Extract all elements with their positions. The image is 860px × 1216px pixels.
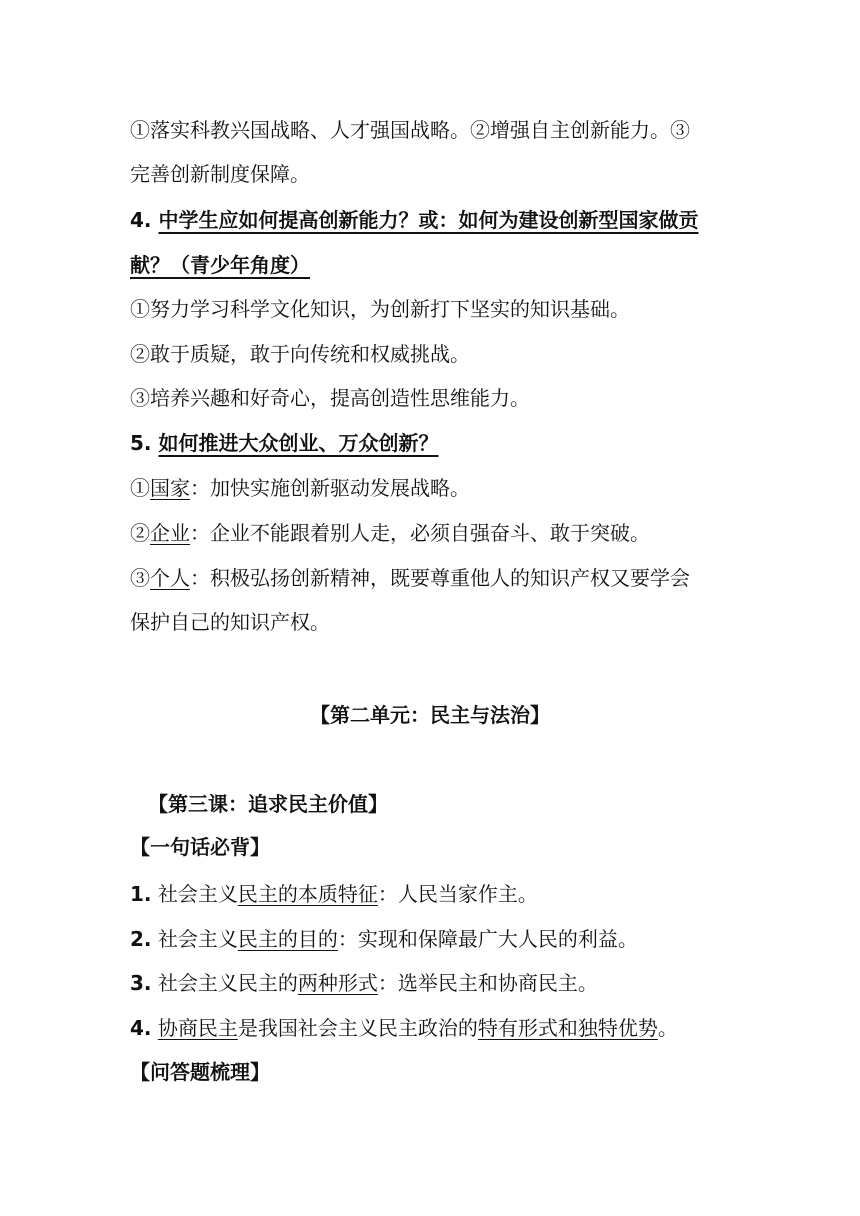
item-number: 1.	[130, 882, 152, 906]
must-recite-item-4	[130, 1014, 678, 1042]
item-keyword: 协商民主	[157, 1016, 238, 1040]
item-text: 社会主义	[157, 882, 238, 906]
item-text: ：人民当家作主。	[377, 882, 538, 906]
must-recite-item-3	[130, 969, 598, 997]
unit-title	[0, 701, 860, 729]
question-5-answer-3-cont	[130, 608, 330, 636]
question-4-number: 4.	[130, 208, 152, 232]
answer-text: ：加快实施创新驱动发展战略。	[190, 476, 470, 500]
question-5-answer-1	[130, 474, 470, 502]
question-5-title: 如何推进大众创业、万众创新？	[158, 431, 439, 455]
measures-text-1: ①落实科教兴国战略、人才强国战略。②增强自主创新能力。③	[130, 118, 690, 142]
measures-text-2: 完善创新制度保障。	[130, 162, 310, 186]
answer-text: ②敢于质疑，敢于向传统和权威挑战。	[130, 342, 470, 366]
unit-title-text: 【第二单元：民主与法治】	[310, 703, 550, 727]
item-number: 2.	[130, 927, 152, 951]
answer-text: ：积极弘扬创新精神，既要尊重他人的知识产权又要学会	[190, 566, 690, 590]
item-text: ：选举民主和协商民主。	[377, 971, 598, 995]
question-4-answer-2	[130, 340, 470, 368]
item-keyword: 两种形式	[297, 971, 378, 995]
must-recite-heading-text: 【一句话必背】	[130, 835, 270, 859]
answer-text: ③培养兴趣和好奇心，提高创造性思维能力。	[130, 386, 530, 410]
question-4-answer-1	[130, 295, 630, 323]
answer-keyword: 企业	[150, 521, 190, 545]
answer-keyword: 个人	[150, 566, 190, 590]
item-keyword: 民主的本质特征	[237, 882, 378, 906]
item-text: 社会主义民主的	[157, 971, 298, 995]
lesson-title-text: 【第三课：追求民主价值】	[148, 792, 388, 816]
qa-heading-text: 【问答题梳理】	[130, 1060, 270, 1084]
question-4-answer-3	[130, 384, 530, 412]
item-text: 是我国社会主义民主政治的	[237, 1016, 478, 1040]
question-5-answer-3	[130, 564, 690, 592]
measures-line-2	[130, 160, 310, 188]
item-text: 社会主义	[157, 927, 238, 951]
question-4-heading-line-2	[130, 251, 310, 279]
item-keyword: 民主的目的	[237, 927, 338, 951]
answer-marker: ③	[130, 566, 150, 590]
question-4-title-2: 献？（青少年角度）	[130, 253, 310, 277]
answer-text: 保护自己的知识产权。	[130, 610, 330, 634]
question-5-answer-2	[130, 519, 650, 547]
must-recite-heading	[130, 833, 270, 861]
must-recite-item-1	[130, 880, 538, 908]
answer-marker: ①	[130, 476, 150, 500]
must-recite-item-2	[130, 925, 638, 953]
lesson-title	[148, 790, 388, 818]
question-5-number: 5.	[130, 431, 152, 455]
question-5-heading	[130, 429, 438, 457]
item-number: 3.	[130, 971, 152, 995]
answer-text: ：企业不能跟着别人走，必须自强奋斗、敢于突破。	[190, 521, 650, 545]
question-4-heading-line-1	[130, 206, 698, 234]
qa-heading	[130, 1058, 270, 1086]
item-text: ：实现和保障最广大人民的利益。	[337, 927, 638, 951]
item-keyword: 特有形式和独特优势	[477, 1016, 658, 1040]
measures-line-1	[130, 116, 690, 144]
answer-keyword: 国家	[150, 476, 190, 500]
item-number: 4.	[130, 1016, 152, 1040]
answer-marker: ②	[130, 521, 150, 545]
question-4-title-1: 中学生应如何提高创新能力？或：如何为建设创新型国家做贡	[158, 208, 699, 232]
answer-text: ①努力学习科学文化知识，为创新打下坚实的知识基础。	[130, 297, 630, 321]
item-text: 。	[657, 1016, 678, 1040]
